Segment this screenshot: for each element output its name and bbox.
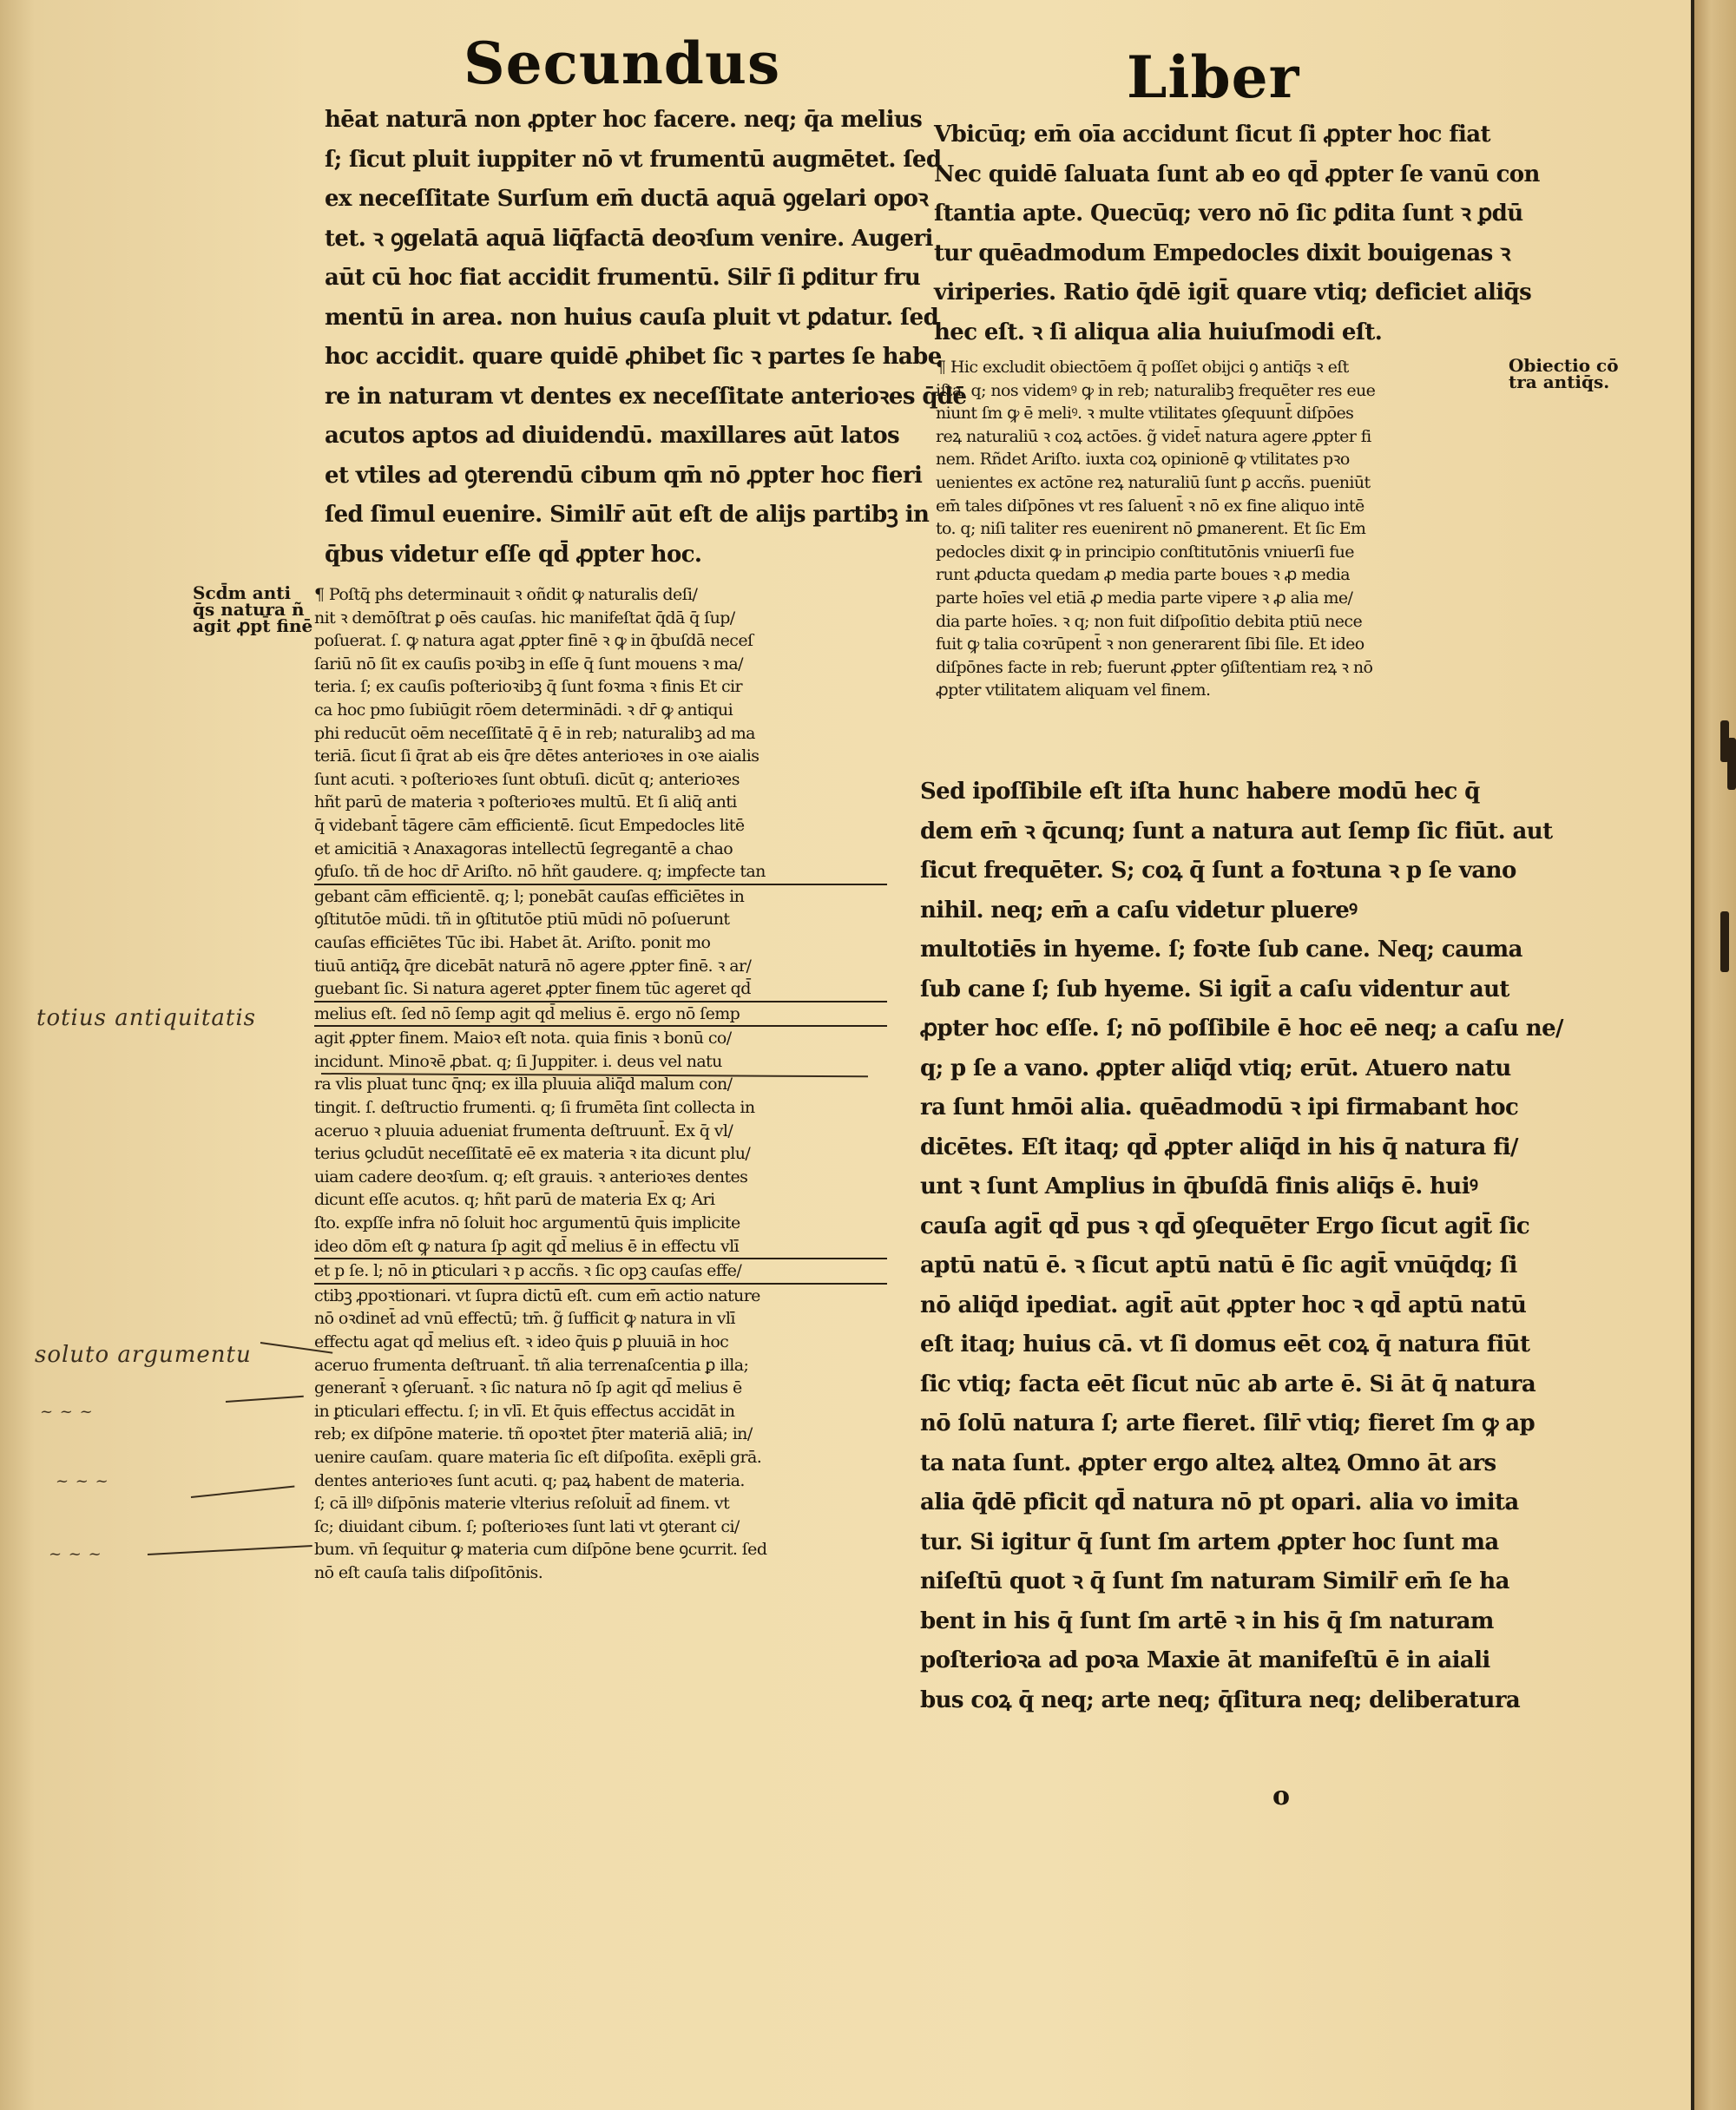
handwritten-note: soluto argumentu [35,1342,252,1368]
comment-line: pedocles dixit ꝙ in principio conſtitutōnis vniuerſi fue [936,542,1354,562]
comment-line: ctibꝫ ꝓpoꝛtionari. vt ſupra dictū eſt. cum em̄ actio nature [314,1285,760,1305]
comment-line: et amicitiā ꝛ Anaxagoras intellectū ſegregantē a chao [314,838,733,858]
margin-line: tra antiq̄s. [1509,371,1610,392]
text-line: tur quēadmodum Empedocles dixit bouigenas ꝛ [934,240,1510,266]
right-main-text-top [934,115,1540,352]
comment-line: ſariū nō ſit ex cauſis poꝛibꝫ in eſſe q̄ ſunt mouens ꝛ ma/ [314,654,743,674]
comment-line: nit ꝛ demōſtrat ꝑ oēs cauſas. hic manifeſtat q̄dā q̄ ſup/ [314,608,735,628]
comment-line: reb; ex diſpōne materie. tñ opoꝛtet p̄ter materiā aliā; in/ [314,1424,753,1444]
running-header-left: Secundus [464,30,781,97]
handwritten-note: ~ ~ ~ [49,1545,102,1563]
text-line: ſ; ſicut pluit iuppiter nō vt frumentū augmētet. ſed [325,146,942,173]
comment-line: phi reducūt oēm neceſſitatē q̄ ē in reb; naturalibꝫ ad ma [314,723,755,743]
text-line: aūt cū hoc fiat accidit frumentū. Silr̄ ſi ꝑditur fru [325,265,921,291]
text-line: tet. ꝛ ꝯgelatā aquā liq̄factā deoꝛſum venire. Augeri [325,225,933,252]
comment-line: generant̄ ꝛ ꝯſeruant̄. ꝛ ſic natura nō ſp agit qd̄ melius ē [314,1378,742,1398]
text-line: bus coꝝ q̄ neq; arte neq; q̄ſitura neq; deliberatura [920,1686,1521,1713]
comment-line: parte hoīes vel etiā ꝓ media parte vipere ꝛ ꝓ alia me/ [936,588,1353,608]
text-line: cauſa agit̄ qd̄ pus ꝛ qd̄ ꝯſequēter Ergo ſicut agit̄ ſic [920,1213,1530,1239]
comment-line: fuit ꝙ talia coꝛrūpent̄ ꝛ non generarent ſibi ſile. Et ideo [936,634,1364,654]
comment-line-underlined: et p ſe. l; nō in ꝑticulari ꝛ p accñs. ꝛ ſic opꝫ cauſas effe/ [314,1259,887,1285]
right-main-text-bottom [920,772,1563,1720]
text-line: niſeſtū quot ꝛ q̄ ſunt ſm naturam Similr̄ em̄ ſe ha [920,1568,1509,1594]
margin-line: q̄s natura ñ [193,599,305,620]
comment-line: q̄ videbant̄ tāgere cām efficientē. ſicut Empedocles litē [314,815,745,835]
text-line: alia q̄dē pficit qd̄ natura nō pt opari. alia vo imita [920,1489,1519,1515]
comment-line: agit ꝓpter finem. Maioꝛ eſt nota. quia finis ꝛ bonū co/ [314,1029,732,1048]
text-line: multotiēs in hyeme. ſ; foꝛte ſub cane. Neq; cauma [920,937,1522,963]
text-line: ra ſunt hmōi alia. quēadmodū ꝛ ipi firmabant hoc [920,1094,1519,1121]
comment-line: ra vlis pluat tunc q̄nq; ex illa pluuia aliq̄d malum con/ [314,1075,733,1094]
comment-line: ſto. expſſe infra nō ſoluit hoc argumentū q̄uis implicite [314,1213,740,1233]
comment-line: ſ; cā illꝰ diſpōnis materie vlterius reſoluit̄ ad finem. vt [314,1494,730,1514]
text-line: viriperies. Ratio q̄dē igit̄ quare vtiq; deficiet aliq̄s [934,279,1532,306]
left-commentary [314,583,887,1585]
comment-line-underlined: guebant ſic. Si natura ageret ꝓpter finem tūc ageret qd̄ [314,977,887,1002]
signature-mark: o [1272,1781,1291,1811]
comment-line: niunt ſm ꝙ ē meliꝰ. ꝛ multe vtilitates ꝯſequunt̄ diſpōes [936,404,1354,424]
comment-line: tingit. ſ. deſtructio frumenti. q; ſi frumēta ſint collecta in [314,1098,755,1118]
comment-line: ¶ Hic excludit obiectōem q̄ poſſet obijci ꝯ antiq̄s ꝛ eſt [936,358,1349,377]
comment-line-underlined: melius eſt. ſed nō ſemp agit qd̄ melius ē. ergo nō ſemp [314,1002,887,1028]
text-line: acutos aptos ad diuidendū. maxillares aūt latos [325,423,900,449]
comment-line: nō oꝛdinet̄ ad vnū effectū; tm̄. g̃ ſufficit ꝙ natura in vlī [314,1309,735,1329]
handwritten-note: ~ ~ ~ [40,1403,94,1421]
comment-line: ꝯſtitutōe mūdi. tñ in ꝯſtitutōe ptiū mūdi nō poſuerunt [314,910,730,930]
text-line: ꝓpter hoc eſſe. ſ; nō poſſibile ē hoc eē neq; a caſu ne/ [920,1016,1563,1042]
text-line: Sed ipoſſibile eſt iſta hunc habere modū hec q̄ [920,779,1480,805]
comment-line-underlined: ꝯfuſo. tñ de hoc dr̄ Ariſto. nō hñt gaudere. q; imꝑfecte tan [314,860,887,885]
handwritten-note: ~ ~ ~ [56,1472,109,1490]
text-line: tur. Si igitur q̄ ſunt ſm artem ꝓpter hoc ſunt ma [920,1528,1499,1555]
text-line: q; p ſe a vano. ꝓpter aliq̄d vtiq; erūt. Atuero natu [920,1055,1511,1081]
text-line: ſicut frequēter. S; coꝝ q̄ ſunt a foꝛtuna ꝛ p ſe vano [920,858,1516,884]
left-main-text [325,101,967,575]
comment-line: runt ꝓducta quedam ꝓ media parte boues ꝛ ꝓ media [936,565,1350,585]
margin-line: agit ꝓpt̄ finē [193,615,313,636]
right-commentary [936,356,1505,702]
text-line: nō ſolū natura ſ; arte fieret. ſilr̄ vtiq; fieret ſm ꝙ ap [920,1410,1535,1436]
text-line: q̄bus videtur eſſe qd̄ ꝓpter hoc. [325,541,702,568]
text-line: eſt itaq; huius cā. vt ſi domus eēt coꝝ q̄ natura fiūt [920,1331,1530,1357]
handwritten-note: totius antiquitatis [36,1005,256,1031]
text-line: hec eſt. ꝛ ſi aliqua alia huiuſmodi eſt. [934,319,1383,345]
comment-line: teria. ſ; ex cauſis poſterioꝛibꝫ q̄ ſunt foꝛma ꝛ finis Et cir [314,677,742,697]
text-line: poſterioꝛa ad poꝛa Maxie āt manifeſtū ē in aiali [920,1647,1490,1673]
margin-line: Scd̄m anti [193,582,292,603]
text-line: ta nata ſunt. ꝓpter ergo alteꝝ alteꝝ Omno āt ars [920,1449,1496,1476]
comment-line: ꝓpter vtilitatem aliquam vel finem. [936,680,1211,700]
comment-line: cauſas efficiētes Tūc ibi. Habet āt. Ariſto. ponit mo [314,932,711,952]
comment-line: ¶ Poſtq̄ phs determinauit ꝛ oñdit ꝙ naturalis deſi/ [314,585,698,604]
text-line: nō aliq̄d ipediat. agit̄ aūt ꝓpter hoc ꝛ qd̄ aptū natū [920,1292,1527,1318]
comment-line: reꝝ naturaliū ꝛ coꝝ actōes. g̃ videt̄ natura agere ꝓpter fi [936,426,1371,446]
text-line: unt ꝛ ſunt Amplius in q̄buſdā finis aliq̄s ē. huiꝰ [920,1173,1478,1200]
text-line: nihil. neq; em̄ a caſu videtur pluereꝰ [920,897,1358,924]
text-line: dem em̄ ꝛ q̄cunq; ſunt a natura aut ſemp ſic fiūt. aut [920,818,1553,845]
comment-line: ca hoc pmo ſubiūgit rōem determinādi. ꝛ dr̄ ꝙ antiqui [314,700,733,720]
text-line: mentū in area. non huius cauſa pluit vt ꝑdatur. ſed [325,304,939,331]
text-line: ſub cane ſ; ſub hyeme. Si igit̄ a caſu videntur aut [920,976,1509,1002]
comment-line-underlined: ideo dōm eſt ꝙ natura ſp agit qd̄ melius ē in effectu vlī [314,1235,887,1260]
comment-line: tiuū antiq̄ꝝ q̄re dicebāt naturā nō agere ꝓpter finē. ꝛ ar/ [314,956,752,976]
comment-line: uiam cadere deoꝛſum. q; eſt grauis. ꝛ anterioꝛes dentes [314,1167,748,1186]
comment-line: aceruo ꝛ pluuia adueniat frumenta deſtruunt̄. Ex q̄ vl/ [314,1121,733,1140]
comment-line: bum. vn̄ ſequitur ꝙ materia cum diſpōne bene ꝯcurrit. ſed [314,1540,767,1560]
comment-line: incidunt. Minoꝛē ꝓbat. q; ſi Juppiter. i. deus vel natu [314,1051,722,1071]
text-line: ſed ſimul euenire. Similr̄ aūt eſt de alijs partibꝫ in [325,502,930,528]
running-header-right: Liber [1127,43,1300,111]
comment-line: em̄ tales diſpōnes vt res ſaluent̄ ꝛ nō ex fine aliquo intē [936,496,1364,516]
comment-line: dentes anterioꝛes ſunt acuti. q; paꝝ habent de materia. [314,1470,745,1490]
printed-margin-note-right [1509,355,1619,392]
comment-line: nem. Rñdet Ariſto. iuxta coꝝ opinionē ꝙ vtilitates pꝛo [936,450,1350,470]
comment-line: teriā. ſicut ſi q̄rat ab eis q̄re dētes anterioꝛes in oꝛe aialis [314,746,760,766]
comment-line: hñt parū de materia ꝛ poſterioꝛes multū. Et ſi aliq̄ anti [314,792,737,812]
comment-line: in ꝑticulari effectu. ſ; in vlī. Et q̄uis effectus accidāt in [314,1401,735,1421]
text-line: hēat naturā non ꝓpter hoc facere. neq; q̄a melius [325,107,923,133]
comment-line: diſpōnes facte in reb; fuerunt ꝓpter ꝯſiſtentiam reꝝ ꝛ nō [936,657,1373,677]
comment-line: aceruo frumenta deſtruant̄. tñ alia terrenaſcentia ꝑ illa; [314,1355,749,1375]
comment-line: dia parte hoīes. ꝛ q; non fuit diſpoſitio debita ptiū nece [936,611,1363,631]
facing-page-ink-mark [1720,911,1729,972]
comment-line: iſta. q; nos videmꝰ ꝙ in reb; naturalibꝫ frequēter res eue [936,380,1376,400]
text-line: hoc accidit. quare quidē ꝓhibet ſic ꝛ partes ſe habe [325,344,942,370]
text-line: et vtiles ad ꝯterendū cibum qm̄ nō ꝓpter hoc fieri [325,462,923,489]
margin-line: Obiectio cō [1509,355,1619,376]
text-line: ex neceſſitate Surſum em̄ ductā aquā ꝯgelari opoꝛ [325,186,929,212]
text-line: bent in his q̄ ſunt ſm artē ꝛ in his q̄ ſm naturam [920,1607,1494,1634]
comment-line: nō eſt cauſa talis diſpoſitōnis. [314,1562,543,1582]
text-line: aptū natū ē. ꝛ ſicut aptū natū ē ſic agit̄ vnūq̄dq; ſi [920,1252,1517,1278]
comment-line: to. q; niſi taliter res euenirent nō ꝑmanerent. Et ſic Em [936,519,1366,539]
comment-line: dicunt eſſe acutos. q; hñt parū de materia Ex q; Ari [314,1190,715,1210]
text-line: ſic vtiq; facta eēt ſicut nūc ab arte ē. Si āt q̄ natura [920,1371,1536,1397]
text-line: Vbicūq; em̄ oīa accidunt ſicut ſi ꝓpter hoc fiat [934,122,1490,148]
comment-line: uenire cauſam. quare materia ſic eſt diſpoſita. exēpli grā. [314,1447,762,1467]
text-line: Nec quidē ſaluata ſunt ab eo qd̄ ꝓpter ſe vanū con [934,161,1540,187]
comment-line: uenientes ex actōne reꝝ naturaliū ſunt ꝑ accñs. pueniūt [936,472,1371,492]
text-line: ſtantia apte. Quecūq; vero nō ſic ꝑdita ſunt ꝛ ꝑdū [934,200,1523,227]
facing-page-edge [1694,0,1736,2110]
comment-line: gebant cām efficientē. q; l; ponebāt cauſas efficiētes in [314,886,745,906]
comment-line: poſuerat. ſ. ꝙ natura agat ꝓpter finē ꝛ ꝙ in q̄buſdā neceſ [314,631,753,651]
facing-page-ink-mark [1720,720,1729,762]
text-line: dicētes. Eſt itaq; qd̄ ꝓpter aliq̄d in his q̄ natura fi/ [920,1134,1518,1160]
comment-line: effectu agat qd̄ melius eſt. ꝛ ideo q̄uis ꝑ pluuiā in hoc [314,1332,729,1351]
text-line: re in naturam vt dentes ex neceſſitate anterioꝛes q̄dē [325,383,967,410]
comment-line: ſc; diuidant cibum. ſ; poſterioꝛes ſunt lati vt ꝯterant ci/ [314,1516,740,1536]
printed-margin-note-left [193,582,313,636]
comment-line: ſunt acuti. ꝛ poſterioꝛes ſunt obtuſi. dicūt q; anterioꝛes [314,769,740,789]
comment-line: terius ꝯcludūt neceſſitatē eē ex materia ꝛ ita dicunt plu/ [314,1144,751,1164]
